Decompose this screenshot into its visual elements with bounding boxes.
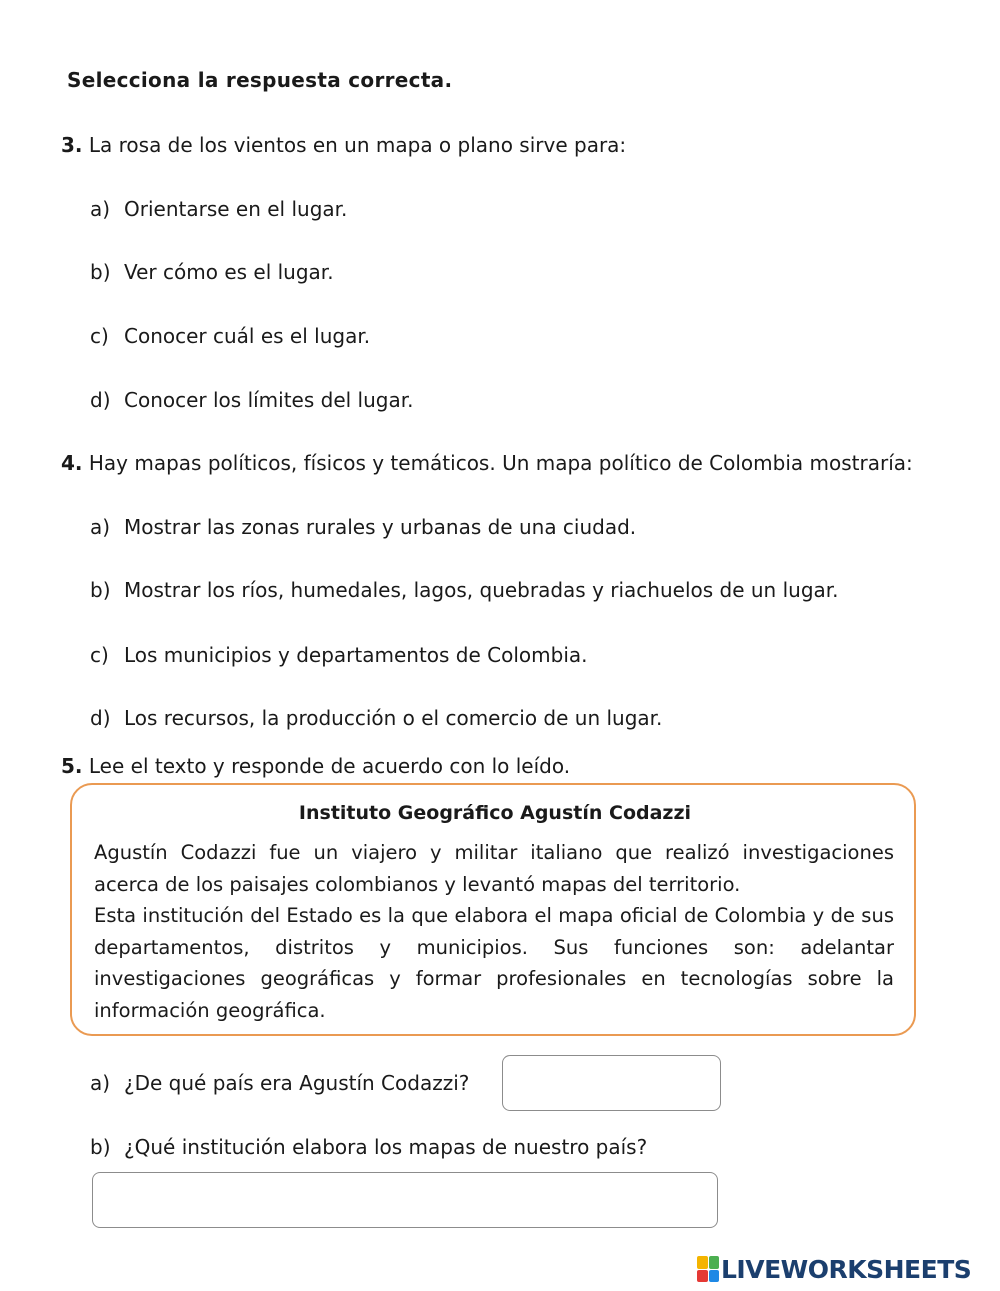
subquestion-text: ¿Qué institución elabora los mapas de nuestro país? (124, 1135, 648, 1159)
q4-option-b[interactable] (90, 578, 839, 602)
question-3-text: La rosa de los vientos en un mapa o plano sirve para: (88, 133, 627, 157)
subquestion-text: ¿De qué país era Agustín Codazzi? (124, 1071, 470, 1095)
option-text: Conocer los límites del lugar. (124, 388, 414, 412)
option-text: Los recursos, la producción o el comercio de un lugar. (124, 706, 663, 730)
option-letter: d) (90, 388, 111, 412)
option-text: Ver cómo es el lugar. (124, 260, 334, 284)
question-5-number: 5. (61, 754, 83, 778)
question-4-text: Hay mapas políticos, físicos y temáticos. Un mapa político de Colombia mostraría: (88, 451, 913, 475)
q4-option-d[interactable] (90, 706, 662, 730)
question-3 (61, 133, 626, 157)
q3-option-c[interactable] (90, 324, 370, 348)
q3-option-a[interactable] (90, 197, 347, 221)
question-4-number: 4. (61, 451, 83, 475)
option-text: Mostrar las zonas rurales y urbanas de una ciudad. (124, 515, 637, 539)
answer-input-country[interactable] (502, 1055, 721, 1111)
option-letter: b) (90, 578, 111, 602)
subquestion-letter: a) (90, 1071, 111, 1095)
option-letter: c) (90, 324, 109, 348)
question-5 (61, 754, 570, 778)
reading-title: Instituto Geográfico Agustín Codazzi (298, 802, 692, 824)
q4-option-c[interactable] (90, 643, 588, 667)
liveworksheets-logo (697, 1253, 971, 1285)
option-letter: b) (90, 260, 111, 284)
liveworksheets-logo-icon (697, 1256, 719, 1282)
liveworksheets-logo-text: LIVEWORKSHEETS (721, 1254, 972, 1284)
question-3-number: 3. (61, 133, 83, 157)
option-text: Mostrar los ríos, humedales, lagos, quebradas y riachuelos de un lugar. (124, 578, 839, 602)
option-text: Los municipios y departamentos de Colombia. (124, 643, 588, 667)
q5-subquestion-b (90, 1135, 647, 1159)
answer-input-institution[interactable] (92, 1172, 718, 1228)
q4-option-a[interactable] (90, 515, 636, 539)
option-letter: d) (90, 706, 111, 730)
instructions-heading: Selecciona la respuesta correcta. (67, 68, 453, 92)
option-letter: a) (90, 515, 111, 539)
q3-option-b[interactable] (90, 260, 334, 284)
q5-subquestion-a (90, 1071, 469, 1095)
question-5-text: Lee el texto y responde de acuerdo con lo leído. (88, 754, 571, 778)
q3-option-d[interactable] (90, 388, 413, 412)
option-letter: c) (90, 643, 109, 667)
option-text: Conocer cuál es el lugar. (124, 324, 371, 348)
reading-paragraph-1: Agustín Codazzi fue un viajero y militar italiano que realizó investigaciones acerca de los paisajes colombianos y levantó mapas del territorio. (94, 841, 894, 896)
subquestion-letter: b) (90, 1135, 111, 1159)
option-text: Orientarse en el lugar. (124, 197, 348, 221)
reading-paragraph-2: Esta institución del Estado es la que elabora el mapa oficial de Colombia y de sus departamentos, distritos y municipios. Sus funciones son: adelantar investigaciones geográficas y formar profesionales en tecnologías sobre la información geográfica. (94, 904, 894, 1022)
option-letter: a) (90, 197, 111, 221)
reading-body (94, 837, 894, 1026)
reading-text-box (70, 783, 916, 1036)
question-4 (61, 451, 913, 475)
